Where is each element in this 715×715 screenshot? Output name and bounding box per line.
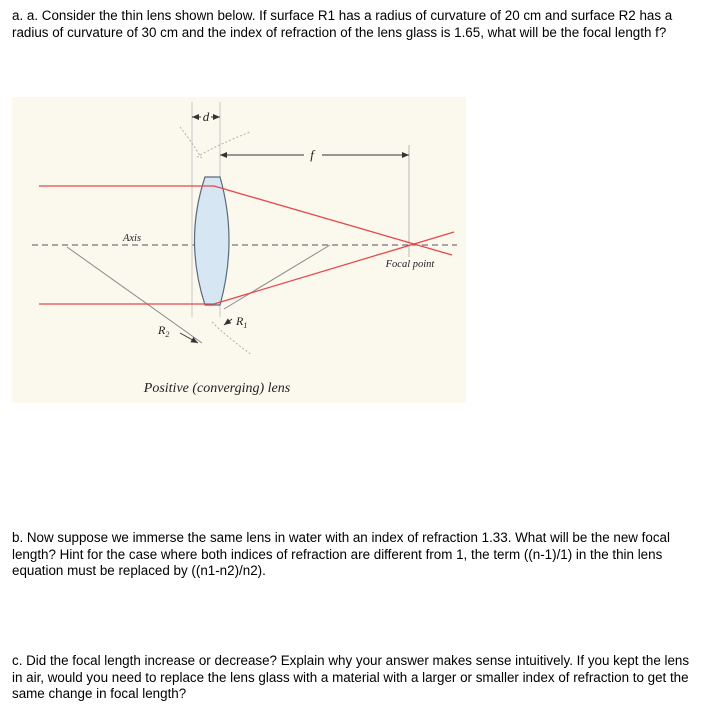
- label-focal-point: Focal point: [385, 259, 435, 270]
- label-axis: Axis: [122, 233, 142, 244]
- r1-pointer-arrow: [224, 319, 232, 325]
- r2-radius-line: [67, 247, 202, 343]
- figure-caption: Positive (converging) lens: [143, 381, 291, 396]
- r1-radius-line: [224, 245, 330, 309]
- label-r1-main: R: [236, 314, 244, 328]
- label-f: f: [310, 147, 314, 162]
- label-r2: [157, 323, 169, 339]
- lens-diagram: [12, 97, 466, 403]
- question-b-text: b. Now suppose we immerse the same lens in water with an index of refraction 1.33. What will be the new focal length? Hint for the case where both indices of refraction are different from 1, the term ((n-1)/1) in the thin lens equation must be replaced by ((n1-n2)/n2).: [12, 530, 670, 578]
- r1-upper-dotted-curve: [180, 127, 202, 159]
- label-r1-subscript: 1: [243, 321, 248, 330]
- label-r1: [235, 314, 247, 330]
- question-c-text: c. Did the focal length increase or decrease? Explain why your answer makes sense intuitively. If you kept the lens in air, would you need to replace the lens glass with a material with a larger or smaller index of refraction to get the same change in focal length?: [12, 653, 690, 701]
- label-d: d: [202, 109, 210, 124]
- label-r2-subscript: 2: [165, 330, 170, 339]
- label-r2-main: R: [158, 323, 166, 337]
- lens-shape: [195, 177, 230, 305]
- question-a-text: a. a. Consider the thin lens shown below. If surface R1 has a radius of curvature of 20 cm and surface R2 has a radius of curvature of 30 cm and the index of refraction of the lens glass is 1.65, what will be the focal length f?: [12, 8, 673, 40]
- r1-center-dotted-curve: [197, 132, 250, 157]
- lens-figure: [12, 97, 466, 403]
